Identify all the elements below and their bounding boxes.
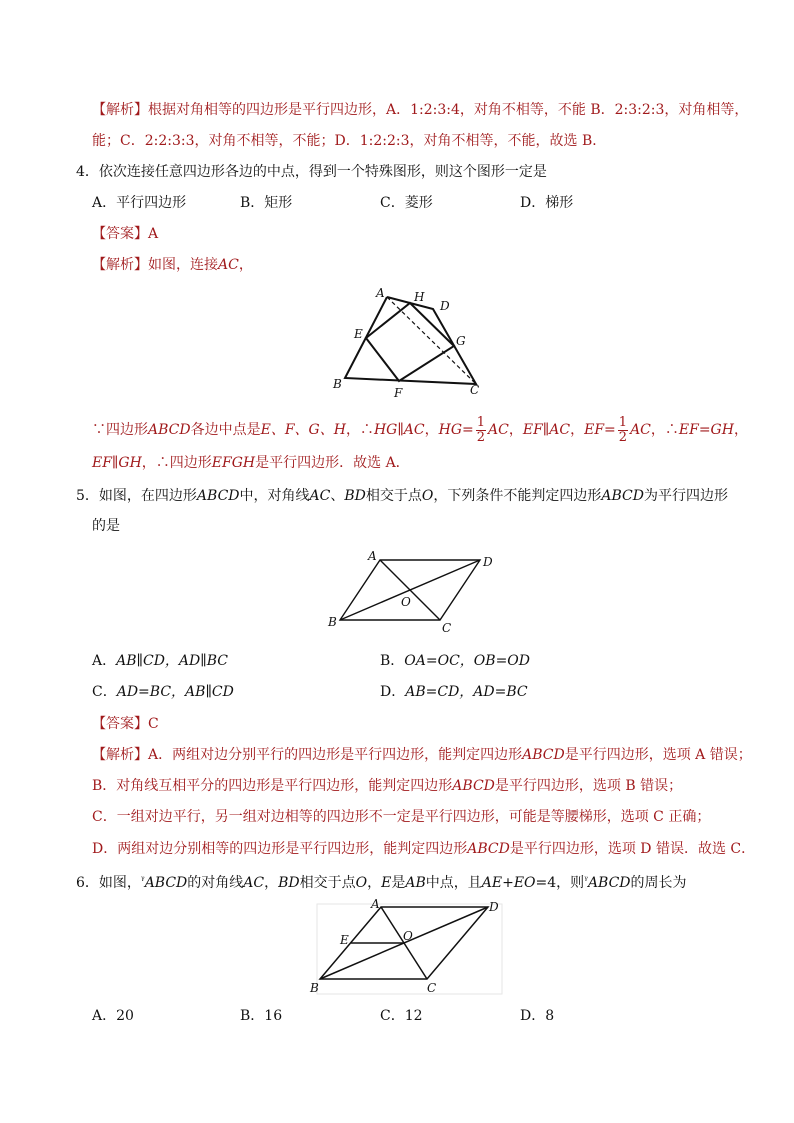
label-c: C — [470, 383, 480, 397]
stem-text: 的对角线 — [187, 875, 244, 891]
sol-text: ∵四边形 — [92, 422, 148, 438]
q4-solution-line2 — [92, 453, 410, 473]
stem-text: 为平行四边形 — [643, 488, 728, 504]
sol-text: ， — [733, 422, 748, 438]
parallelogram-symbol: ᵞ — [584, 875, 588, 886]
q5-parallelogram-figure — [320, 548, 500, 638]
q6-option-b: B．16 — [240, 1008, 283, 1024]
stem-text: =4，则 — [535, 875, 585, 891]
q5-option-b — [380, 651, 530, 671]
sol-text: ，∴ — [650, 422, 679, 438]
label-b: B — [328, 615, 337, 629]
frac-den: 2 — [618, 429, 628, 445]
label-a: A — [371, 897, 380, 911]
stem-text: 、 — [330, 488, 345, 504]
q4-analysis-text: 如图，连接 — [148, 257, 218, 273]
analysis-text: A．两组对边分别平行的四边形是平行四边形，能判定四边形 — [148, 747, 523, 763]
label-h: H — [414, 290, 425, 304]
q5-answer — [92, 714, 159, 734]
analysis-text: 是平行四边形，选项 D 错误．故选 C． — [509, 841, 756, 857]
point: O — [355, 875, 368, 891]
quad-name: ABCD — [467, 841, 510, 857]
label-c: C — [442, 621, 452, 635]
sol-text: ， — [424, 422, 439, 438]
frac-num: 1 — [476, 414, 486, 430]
sol-text: = — [462, 422, 474, 438]
segment: HG — [438, 422, 463, 438]
label-d: D — [483, 555, 493, 569]
q4-option-b: B．矩形 — [240, 195, 293, 211]
option-text: AD=BC，AB∥CD — [116, 684, 234, 700]
q6-parallelogram-figure — [305, 896, 505, 996]
option-label: B． — [380, 653, 405, 669]
quad-name: ABCD — [452, 778, 495, 794]
stem-text: 5．如图，在四边形 — [76, 488, 197, 504]
relation: EF∥AC — [522, 422, 571, 438]
sol-text: = — [604, 422, 616, 438]
option-text: AB=CD，AD=BC — [405, 684, 528, 700]
stem-text: 的周长为 — [630, 875, 687, 891]
quad-name: EFGH — [211, 455, 256, 471]
fraction-half — [476, 416, 486, 445]
q3-analysis-text1: 根据对角相等的四边形是平行四边形，A．1:2:3:4，对角不相等，不能 B．2:3:2:3，对角相等， — [148, 102, 749, 118]
relation: HG∥AC — [373, 422, 425, 438]
quad-name: ABCD — [522, 747, 565, 763]
diagonal-bd — [340, 560, 480, 620]
segment: AB — [405, 875, 426, 891]
frac-num: 1 — [618, 414, 628, 430]
q6-option-a: A．20 — [92, 1008, 134, 1024]
q4-answer — [92, 224, 158, 244]
segment: AC — [630, 422, 651, 438]
analysis-text: 是平行四边形，选项 A 错误； — [564, 747, 752, 763]
q5-stem-line1 — [76, 486, 728, 506]
analysis-text: 是平行四边形，选项 B 错误； — [494, 778, 683, 794]
q5-option-c — [92, 682, 234, 702]
analysis-tag: 【解析】 — [92, 747, 148, 763]
stem-text: 是 — [391, 875, 406, 891]
q4-quadrilateral-figure — [330, 282, 490, 402]
segment-ac: AC — [218, 257, 239, 273]
quad-name: ABCD — [144, 875, 188, 891]
sol-text: ， — [570, 422, 585, 438]
label-b: B — [333, 377, 342, 391]
option-text: OA=OC，OB=OD — [404, 653, 531, 669]
analysis-tag: 【解析】 — [92, 102, 148, 118]
segment: AC — [309, 488, 331, 504]
sol-text: ， — [508, 422, 523, 438]
stem-text: 中，对角线 — [239, 488, 310, 504]
label-c: C — [427, 981, 437, 995]
q4-option-c: C．菱形 — [380, 195, 433, 211]
q3-analysis-line1 — [92, 100, 748, 120]
segment: AC — [243, 875, 265, 891]
label-f: F — [394, 386, 403, 400]
q4-option-a: A．平行四边形 — [92, 195, 187, 211]
option-text: AB∥CD，AD∥BC — [116, 653, 228, 669]
stem-text: ， — [264, 875, 279, 891]
label-e: E — [354, 327, 363, 341]
label-g: G — [456, 334, 466, 348]
analysis-tag: 【解析】 — [92, 257, 148, 273]
stem-text: 6．如图， — [76, 875, 141, 891]
q4-option-d: D．梯形 — [520, 195, 574, 211]
q4-solution-line1 — [92, 413, 748, 447]
midpoints: E、F、G、H — [260, 422, 346, 438]
q4-answer-value: A — [148, 226, 159, 242]
sol-text: 是平行四边形．故选 A． — [255, 455, 410, 471]
answer-tag: 【答案】 — [92, 716, 148, 732]
analysis-text: D．两组对边分别相等的四边形是平行四边形，能判定四边形 — [92, 841, 468, 857]
label-e: E — [340, 933, 349, 947]
quad-name: ABCD — [148, 422, 191, 438]
stem-text: ，下列条件不能判定四边形 — [433, 488, 602, 504]
q5-option-a — [92, 651, 228, 671]
q5-stem-line2: 的是 — [92, 518, 120, 534]
relation: EF=GH — [678, 422, 734, 438]
q5-analysis-line3: C．一组对边平行，另一组对边相等的四边形不一定是平行四边形，可能是等腰梯形，选项 C 正确； — [92, 809, 711, 825]
sol-text: 各边中点是 — [190, 422, 261, 438]
stem-text: 相交于点 — [365, 488, 422, 504]
quad-name: ABCD — [587, 875, 631, 891]
label-o: O — [401, 595, 411, 609]
fraction-half — [618, 416, 628, 445]
segment: BD — [344, 488, 366, 504]
punct: ， — [238, 257, 253, 273]
point: O — [421, 488, 434, 504]
q6-stem — [76, 871, 687, 893]
option-label: C． — [92, 684, 117, 700]
frac-den: 2 — [476, 429, 486, 445]
label-a: A — [376, 286, 385, 300]
segment: AC — [488, 422, 509, 438]
q5-analysis-line4 — [92, 839, 755, 859]
q6-option-c: C．12 — [380, 1008, 423, 1024]
label-d: D — [489, 900, 499, 914]
label-o: O — [403, 929, 413, 943]
label-d: D — [440, 299, 450, 313]
quad-name: ABCD — [196, 488, 240, 504]
q6-option-d: D．8 — [520, 1008, 555, 1024]
analysis-text: B．对角线互相平分的四边形是平行四边形，能判定四边形 — [92, 778, 453, 794]
segment: BD — [278, 875, 300, 891]
answer-tag: 【答案】 — [92, 226, 148, 242]
option-label: A． — [92, 653, 117, 669]
expression: AE+EO — [481, 875, 536, 891]
relation: EF∥GH — [92, 455, 142, 471]
option-label: D． — [380, 684, 406, 700]
q4-analysis-intro — [92, 255, 253, 275]
q3-analysis-line2: 能；C．2:2:3:3，对角不相等，不能；D．1:2:2:3，对角不相等，不能，故选 B． — [92, 133, 607, 149]
point: E — [381, 875, 392, 891]
stem-text: ， — [367, 875, 382, 891]
label-b: B — [310, 981, 319, 995]
segment: EF — [584, 422, 605, 438]
q5-answer-value: C — [148, 716, 159, 732]
stem-text: 相交于点 — [299, 875, 356, 891]
q5-analysis-line2 — [92, 776, 682, 796]
parallelogram-symbol: ᵞ — [140, 875, 145, 886]
q4-stem: 4．依次连接任意四边形各边的中点，得到一个特殊图形，则这个图形一定是 — [76, 164, 547, 180]
quad-efgh — [366, 303, 454, 381]
sol-text: ，∴四边形 — [141, 455, 212, 471]
q5-option-d — [380, 682, 528, 702]
sol-text: ，∴ — [345, 422, 374, 438]
q5-analysis-line1 — [92, 745, 752, 765]
stem-text: 中点，且 — [425, 875, 482, 891]
label-a: A — [368, 549, 377, 563]
quad-name: ABCD — [601, 488, 644, 504]
